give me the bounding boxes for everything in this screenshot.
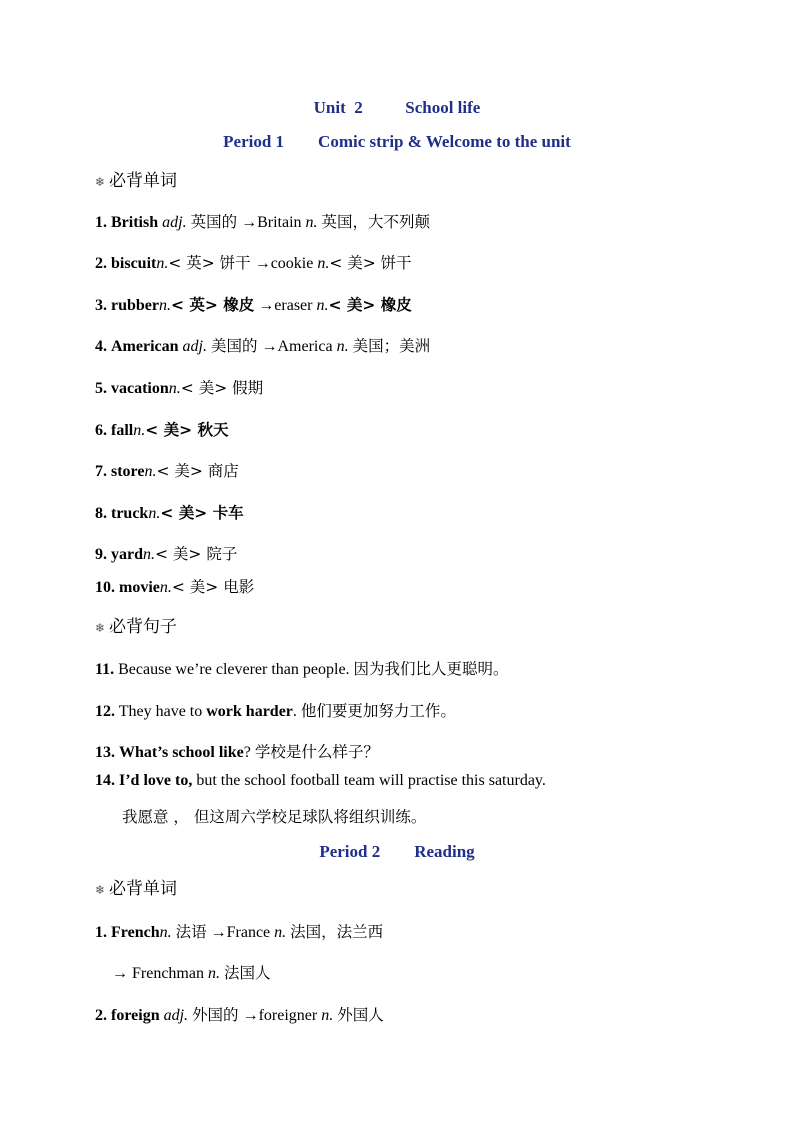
- section-heading-sentences: ❄ 必背句子: [95, 617, 177, 637]
- sentence-entry: 11. Because we’re cleverer than people. 因为我们比人更聪明。: [95, 660, 509, 678]
- word-entry: 10. movien.< 美> 电影: [95, 578, 255, 596]
- word-entry-derived: → Frenchman n. 法国人: [112, 964, 271, 982]
- snowflake-icon: ❄: [95, 621, 106, 635]
- sentence-translation: 我愿意 ， 但这周六学校足球队将组织训练。: [122, 808, 427, 826]
- word-entry: 1. Frenchn. 法语 →France n. 法国，法兰西: [95, 923, 384, 941]
- unit-title: Unit 2 School life: [313, 98, 481, 117]
- period1-title: Period 1 Comic strip & Welcome to the unit: [223, 132, 571, 151]
- sentence-entry: 13. What’s school like? 学校是什么样子？: [95, 743, 379, 761]
- word-entry: 7. storen.< 美> 商店: [95, 462, 239, 480]
- sentence-entry: 12. They have to work harder. 他们要更加努力工作。: [95, 702, 456, 720]
- word-entry: 5. vacationn.< 美> 假期: [95, 379, 264, 397]
- word-entry: 9. yardn.< 美> 院子: [95, 545, 238, 563]
- word-entry: 3. rubbern.< 英> 橡皮 →eraser n.< 美> 橡皮: [95, 296, 412, 314]
- word-entry: 8. truckn.< 美> 卡车: [95, 504, 244, 522]
- sentence-entry: 14. I’d love to, but the school football team will practise this saturday.: [95, 772, 546, 789]
- snowflake-icon: ❄: [95, 175, 106, 189]
- word-entry: 2. foreign adj. 外国的 →foreigner n. 外国人: [95, 1006, 384, 1024]
- section-heading-vocab-2: ❄ 必背单词: [95, 879, 177, 899]
- word-entry: 6. falln.< 美> 秋天: [95, 421, 229, 439]
- word-entry: 2. biscuitn.< 英> 饼干 →cookie n.< 美> 饼干: [95, 254, 412, 272]
- snowflake-icon: ❄: [95, 883, 106, 897]
- period2-title: Period 2 Reading: [319, 842, 475, 861]
- section-heading-vocab: ❄ 必背单词: [95, 171, 177, 191]
- word-entry: 1. British adj. 英国的 →Britain n. 英国，大不列颠: [95, 213, 431, 231]
- word-entry: 4. American adj. 美国的 →America n. 美国；美洲: [95, 337, 431, 355]
